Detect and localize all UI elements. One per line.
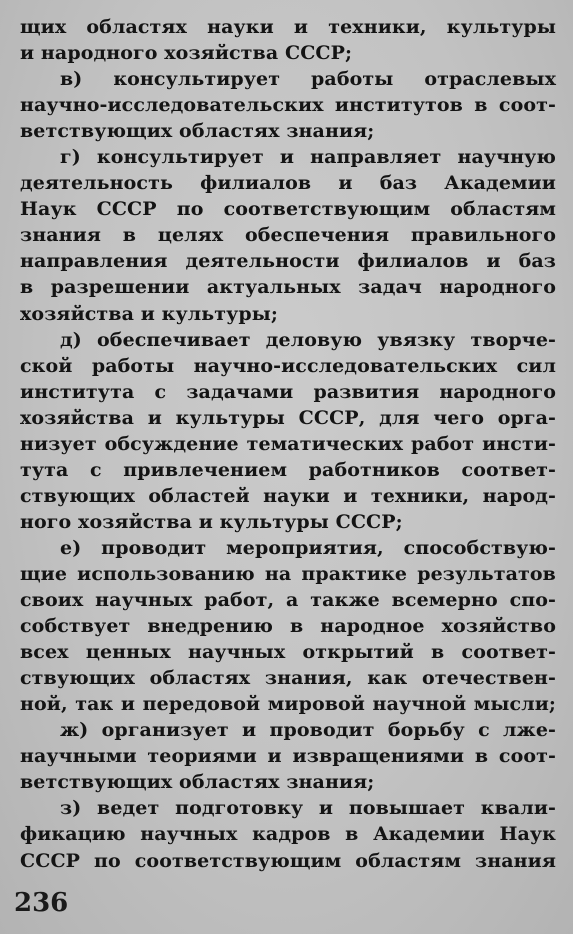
text-line: щие использованию на практике результатов xyxy=(20,562,556,585)
text-line: собствует внедрению в народное хозяйство xyxy=(20,615,556,638)
text-line: научно-исследовательских институтов в соот- xyxy=(20,94,556,117)
text-line: ветствующих областях знания; xyxy=(20,771,375,794)
text-line: института с задачами развития народного xyxy=(20,380,556,403)
text-line: всех ценных научных открытий в соответ- xyxy=(20,641,556,664)
text-line: ской работы научно-исследовательских сил xyxy=(20,354,556,377)
text-line: фикацию научных кадров в Академии Наук xyxy=(20,823,556,846)
text-line: з) ведет подготовку и повышает квали- xyxy=(60,797,556,820)
text-line: тута с привлечением работников соответ- xyxy=(20,458,556,481)
text-line: деятельность филиалов и баз Академии xyxy=(20,172,556,195)
text-line: низует обсуждение тематических работ инсти- xyxy=(20,432,556,455)
text-line: ствующих областей науки и техники, народ- xyxy=(20,484,556,507)
text-line: г) консультирует и направляет научную xyxy=(60,146,556,169)
text-line: ветствующих областях знания; xyxy=(20,120,375,143)
text-line: ной, так и передовой мировой научной мысли; xyxy=(20,693,556,716)
text-line: направления деятельности филиалов и баз xyxy=(20,250,556,273)
text-line: в) консультирует работы отраслевых xyxy=(60,68,556,91)
page-number: 236 xyxy=(14,888,69,918)
body-text xyxy=(20,14,556,874)
text-line: ного хозяйства и культуры СССР; xyxy=(20,510,403,533)
text-line: д) обеспечивает деловую увязку творче- xyxy=(60,328,556,351)
text-line: хозяйства и культуры СССР, для чего орга- xyxy=(20,406,556,429)
text-line: е) проводит мероприятия, способствую- xyxy=(60,536,556,559)
text-line: научными теориями и извращениями в соот- xyxy=(20,745,556,768)
text-line: Наук СССР по соответствующим областям xyxy=(20,198,556,221)
text-line: и народного хозяйства СССР; xyxy=(20,42,353,65)
text-line: в разрешении актуальных задач народного xyxy=(20,276,556,299)
text-line: ж) организует и проводит борьбу с лже- xyxy=(60,719,556,742)
text-line: СССР по соответствующим областям знания xyxy=(20,849,556,872)
text-line: ствующих областях знания, как отечествен- xyxy=(20,667,556,690)
text-line: щих областях науки и техники, культуры xyxy=(20,16,556,38)
text-line: хозяйства и культуры; xyxy=(20,302,278,325)
text-line: своих научных работ, а также всемерно спо- xyxy=(20,589,556,612)
text-line: знания в целях обеспечения правильного xyxy=(20,224,556,247)
